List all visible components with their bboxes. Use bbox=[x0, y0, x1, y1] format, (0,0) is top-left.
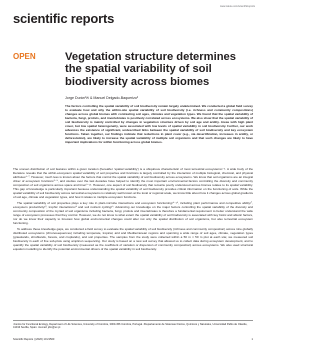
open-access-badge: OPEN bbox=[13, 52, 36, 61]
abstract: The factors controlling the spatial variability of soil biodiversity remain largely undetermined. We conducted a global field survey to evaluate how and why the within-site spatial variability of soil biodiversity (i.e. richness and community compositions) changes across global biomes with contrasting soil ages, climates and vegetation types. We found that the spatial variability of bacteria, fungi, protists, and invertebrates is positively correlated across ecosystems. We also show that the spatial variability of soil biodiversity is mainly controlled by changes in vegetation structure driven by soil age and aridity. Areas with high plant cover, but low spatial heterogeneity, were associated with low levels of spatial variability in soil biodiversity. Further, our work advances the existence of significant, undescribed links between the spatial variability of soil biodiversity and key ecosystem functions. Taken together, our findings indicate that reductions in plant cover (e.g., via desertification, increases in aridity, or deforestation), are likely to increase the spatial variability of multiple soil organisms and that such changes are likely to have important implications for within functioning across global biomes. bbox=[65, 104, 253, 144]
page-number: 1 bbox=[251, 338, 253, 341]
article-body bbox=[13, 167, 253, 252]
footer-citation[interactable]: Scientific Reports | (2020) 10:21500 bbox=[13, 338, 55, 341]
body-paragraph: The uneven distribution of soil features within a given location (hereafter 'spatial variability') is a ubiquitous characteristic of most terrestrial ecosystems¹⁻³. A wide body of the literature reveals that the within-ecosystem spatial variability of soil properties and functions is largely controlled by the interaction of multiple biological, chemical, and physical attributes⁴⁻⁷. However, much less is known about the factors that control the spatial variability of soil biodiversity across ecosystems. We know that soil organisms are an integral driver of ecosystem functions⁸⁻⁹, and studies over the last decades have helped to identify the most important environmental factors controlling the diversity and community composition of soil organisms across space and time¹⁰⁻¹³. However, one aspect of soil biodiversity that remains poorly understood across biomes relates to its spatial variability. This gap of knowledge is particularly important because understanding the spatial variability of soil biodiversity provides critical information on the functioning of soils. While the spatial variability of soil biodiversity across terrestrial ecosystems is relatively well known at the local or regional scale, we know little about how it changes across global gradients of soil age, climate and vegetation types, and how it relates to multiple ecosystem functions. bbox=[13, 167, 253, 200]
body-paragraph: To address these knowledge gaps, we conducted a field survey to evaluate the spatial variability of soil biodiversity (richness and community composition) across nine globally distributed ecosystems (chronosequences) including temperate, tropical, arid and Mediterranean regions and spanning a wide range of soil ages, climate, vegetation types (grasslands, shrublands, forests, and croplands), and soil properties. The samples from the study were collected within a 50 m × 50 m plot at each site; we measured soil biodiversity in each of five sub-plots using amplicon sequencing. Our study is based on a new soil survey that allowed us to collect data during ecosystem development, and to quantify the spatial variability of soil biodiversity (measured as the coefficient of variation or dispersion of community composition) across ecosystems. We also used structural equation modelling to identify the potential environmental drivers of the spatial variability in soil biodiversity. bbox=[13, 226, 253, 251]
body-paragraph: The spatial variability of soil properties plays a key role in plant-microbe interactions and ecosystem functioning¹⁴⁻¹⁶, including plant performance and competitive ability¹⁷, ecosystem productivity¹⁸, trophic interactions¹⁹ and soil nutrient cycling²⁰. Advancing our knowledge on the major factors controlling the spatial variability of the diversity and community composition of the myriad of soil organisms including bacteria, fungi, protists and invertebrates is therefore a fundamental requirement to better understand the wide range of ecosystem processes that they control. However, we do not know to what extent the spatial variability of soil biodiversity is associated with key biotic and abiotic factors, nor do we know their capacity to forecast how global environmental changes could alter not only the spatial distribution of soil organisms, but also terrestrial ecosystem functioning. bbox=[13, 200, 253, 226]
article-title: Vegetation structure determines the spatial variability of soil biodiversity across biomes bbox=[65, 51, 236, 88]
header-url[interactable]: www.nature.com/scientificreports bbox=[220, 5, 255, 8]
affiliations: ¹Centre for Functional Ecology, Department of Life Sciences, University of Coimbra, 3000-456 Coimbra, Portugal. ²Departamento de Sistemas Físicos, Químicos y Naturales, Universidad Pablo de Olavide, 41013 Sevilla, Spain. ✉email: jdm@uc.pt bbox=[13, 320, 253, 330]
author-list[interactable]: Jorge Durán¹✉ & Manuel Delgado-Baquerizo² bbox=[65, 96, 139, 100]
journal-logo[interactable]: scientific reports bbox=[13, 11, 115, 26]
